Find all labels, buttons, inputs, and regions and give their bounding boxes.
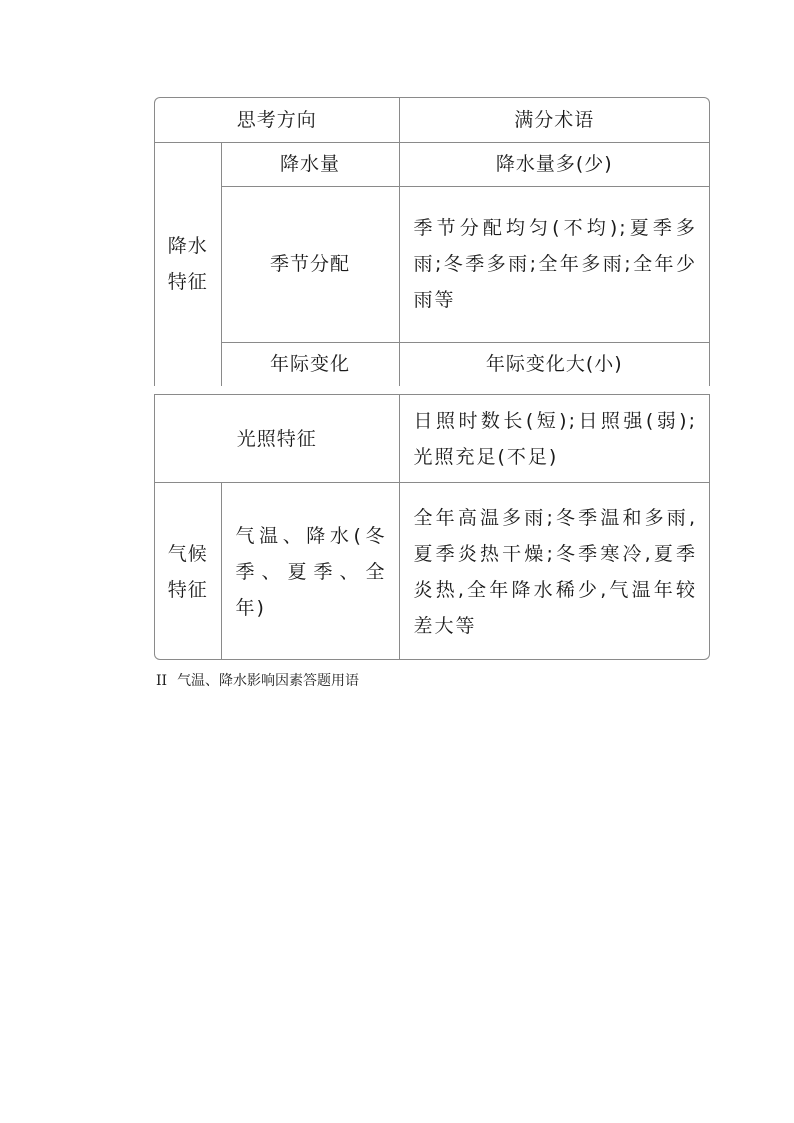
row-item-seasonal-distribution: 季节分配 (221, 186, 399, 342)
row-item-precip-amount: 降水量 (221, 142, 399, 186)
caption-text: 气温、降水影响因素答题用语 (177, 673, 360, 689)
row-answer-precip-amount: 降水量多(少) (399, 142, 709, 186)
row-item-climate: 气温、降水(冬季、夏季、全年) (221, 483, 399, 661)
climate-group-label: 气候特征 (155, 483, 221, 661)
row-answer-seasonal-distribution: 季节分配均匀(不均);夏季多雨;冬季多雨;全年多雨;全年少雨等 (399, 186, 709, 342)
row-item-interannual-variation: 年际变化 (221, 342, 399, 386)
answer-table-top (154, 97, 710, 386)
row-answer-sunshine: 日照时数长(短);日照强(弱);光照充足(不足) (399, 395, 709, 483)
row-answer-interannual-variation: 年际变化大(小) (399, 342, 709, 386)
precip-group-label: 降水特征 (155, 142, 221, 386)
section-caption (156, 670, 359, 690)
row-answer-climate: 全年高温多雨;冬季温和多雨,夏季炎热干燥;冬季寒冷,夏季炎热,全年降水稀少,气温年较差大等 (399, 483, 709, 661)
row-item-sunshine: 光照特征 (155, 395, 399, 483)
header-terms: 满分术语 (399, 98, 709, 142)
header-direction: 思考方向 (155, 98, 399, 142)
answer-table-bottom (154, 394, 710, 660)
caption-number: II (156, 673, 168, 689)
